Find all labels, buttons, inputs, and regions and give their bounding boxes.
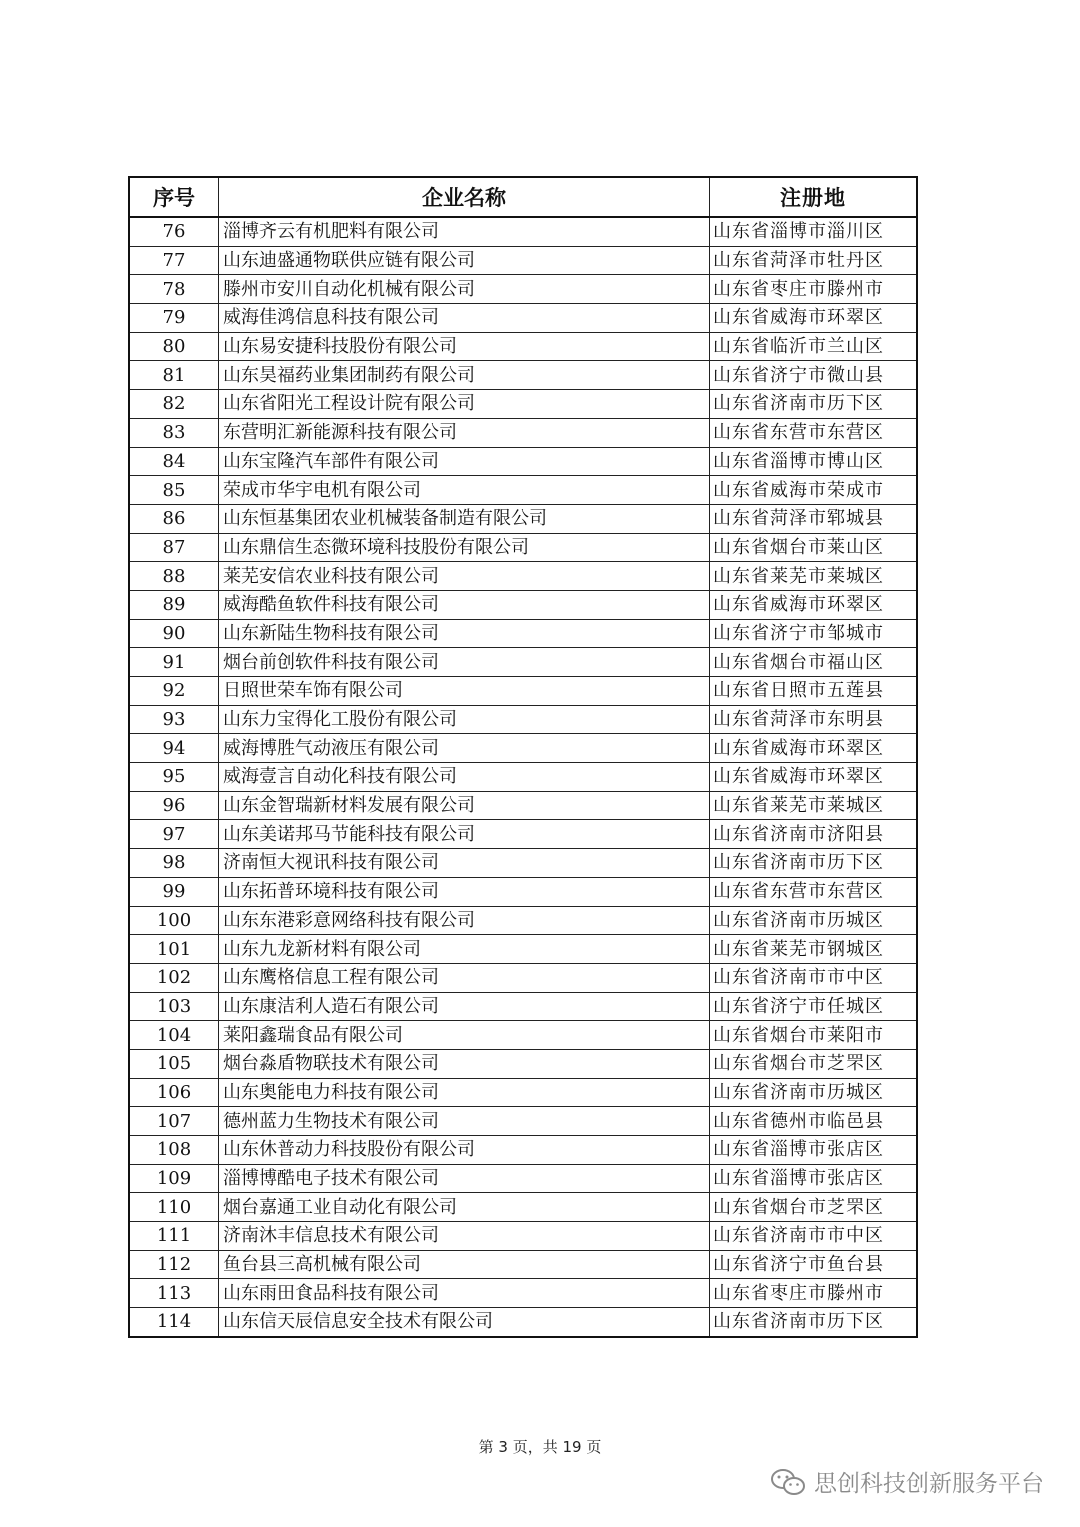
- row-index: 97: [129, 820, 219, 849]
- table-row: [129, 418, 917, 447]
- table-row: [129, 1250, 917, 1279]
- row-name: 山东美诺邦马节能科技有限公司: [219, 820, 710, 849]
- row-index: 82: [129, 390, 219, 419]
- row-index: 114: [129, 1308, 219, 1337]
- row-location: 山东省济宁市微山县: [710, 361, 918, 390]
- row-name: 威海壹言自动化科技有限公司: [219, 763, 710, 792]
- table-row: [129, 304, 917, 333]
- row-location: 山东省淄博市博山区: [710, 447, 918, 476]
- row-name: 山东信天辰信息安全技术有限公司: [219, 1308, 710, 1337]
- row-name: 山东省阳光工程设计院有限公司: [219, 390, 710, 419]
- row-location: 山东省临沂市兰山区: [710, 332, 918, 361]
- row-location: 山东省枣庄市滕州市: [710, 1279, 918, 1308]
- row-location: 山东省济南市历下区: [710, 1308, 918, 1337]
- row-location: 山东省济南市历下区: [710, 849, 918, 878]
- row-name: 山东宝隆汽车部件有限公司: [219, 447, 710, 476]
- row-name: 莱芜安信农业科技有限公司: [219, 562, 710, 591]
- row-location: 山东省淄博市张店区: [710, 1164, 918, 1193]
- table-row: [129, 1164, 917, 1193]
- row-name: 莱阳鑫瑞食品有限公司: [219, 1021, 710, 1050]
- row-location: 山东省淄博市淄川区: [710, 217, 918, 246]
- row-index: 101: [129, 935, 219, 964]
- row-location: 山东省莱芜市莱城区: [710, 791, 918, 820]
- row-location: 山东省烟台市福山区: [710, 648, 918, 677]
- row-index: 78: [129, 275, 219, 304]
- row-name: 山东鼎信生态微环境科技股份有限公司: [219, 533, 710, 562]
- watermark-text: 思创科技创新服务平台: [814, 1471, 1044, 1497]
- table-row: [129, 877, 917, 906]
- row-name: 德州蓝力生物技术有限公司: [219, 1107, 710, 1136]
- row-name: 烟台前创软件科技有限公司: [219, 648, 710, 677]
- row-index: 104: [129, 1021, 219, 1050]
- table-row: [129, 1078, 917, 1107]
- row-name: 山东鹰格信息工程有限公司: [219, 963, 710, 992]
- table-row: [129, 1049, 917, 1078]
- table-row: [129, 1279, 917, 1308]
- row-index: 80: [129, 332, 219, 361]
- row-index: 94: [129, 734, 219, 763]
- row-name: 山东雨田食品科技有限公司: [219, 1279, 710, 1308]
- row-name: 山东易安捷科技股份有限公司: [219, 332, 710, 361]
- row-location: 山东省枣庄市滕州市: [710, 275, 918, 304]
- row-name: 济南恒大视讯科技有限公司: [219, 849, 710, 878]
- row-name: 济南沐丰信息技术有限公司: [219, 1222, 710, 1251]
- enterprise-table: [128, 176, 918, 1338]
- row-index: 87: [129, 533, 219, 562]
- table-row: [129, 447, 917, 476]
- row-location: 山东省菏泽市东明县: [710, 705, 918, 734]
- table-row: [129, 935, 917, 964]
- wechat-icon: [770, 1468, 806, 1496]
- row-name: 鱼台县三高机械有限公司: [219, 1250, 710, 1279]
- table-row: [129, 533, 917, 562]
- row-index: 81: [129, 361, 219, 390]
- table-row: [129, 332, 917, 361]
- row-name: 山东新陆生物科技有限公司: [219, 619, 710, 648]
- row-index: 91: [129, 648, 219, 677]
- row-index: 85: [129, 476, 219, 505]
- row-name: 山东力宝得化工股份有限公司: [219, 705, 710, 734]
- row-index: 106: [129, 1078, 219, 1107]
- table-row: [129, 820, 917, 849]
- table-row: [129, 677, 917, 706]
- row-index: 96: [129, 791, 219, 820]
- row-location: 山东省德州市临邑县: [710, 1107, 918, 1136]
- row-index: 76: [129, 217, 219, 246]
- table-row: [129, 361, 917, 390]
- row-index: 93: [129, 705, 219, 734]
- row-location: 山东省淄博市张店区: [710, 1136, 918, 1165]
- table-row: [129, 648, 917, 677]
- row-name: 山东康洁利人造石有限公司: [219, 992, 710, 1021]
- row-index: 102: [129, 963, 219, 992]
- row-location: 山东省东营市东营区: [710, 418, 918, 447]
- row-location: 山东省日照市五莲县: [710, 677, 918, 706]
- row-name: 山东恒基集团农业机械装备制造有限公司: [219, 504, 710, 533]
- row-index: 98: [129, 849, 219, 878]
- row-name: 山东拓普环境科技有限公司: [219, 877, 710, 906]
- row-name: 日照世荣车饰有限公司: [219, 677, 710, 706]
- row-location: 山东省济南市历下区: [710, 390, 918, 419]
- header-name: 企业名称: [219, 177, 710, 217]
- row-index: 108: [129, 1136, 219, 1165]
- row-name: 荣成市华宇电机有限公司: [219, 476, 710, 505]
- row-index: 100: [129, 906, 219, 935]
- row-name: 山东金智瑞新材料发展有限公司: [219, 791, 710, 820]
- row-location: 山东省威海市环翠区: [710, 763, 918, 792]
- table-row: [129, 217, 917, 246]
- table-body: [129, 217, 917, 1337]
- row-location: 山东省威海市荣成市: [710, 476, 918, 505]
- row-location: 山东省济宁市鱼台县: [710, 1250, 918, 1279]
- row-location: 山东省菏泽市郓城县: [710, 504, 918, 533]
- row-location: 山东省济南市市中区: [710, 963, 918, 992]
- table-row: [129, 504, 917, 533]
- row-name: 山东九龙新材料有限公司: [219, 935, 710, 964]
- row-location: 山东省济宁市任城区: [710, 992, 918, 1021]
- row-location: 山东省威海市环翠区: [710, 734, 918, 763]
- row-name: 威海佳鸿信息科技有限公司: [219, 304, 710, 333]
- table-row: [129, 906, 917, 935]
- row-index: 107: [129, 1107, 219, 1136]
- page-number: 第 3 页，共 19 页: [478, 1438, 602, 1456]
- table-row: [129, 590, 917, 619]
- row-index: 92: [129, 677, 219, 706]
- table-row: [129, 1107, 917, 1136]
- row-location: 山东省烟台市莱山区: [710, 533, 918, 562]
- row-index: 110: [129, 1193, 219, 1222]
- row-name: 山东迪盛通物联供应链有限公司: [219, 246, 710, 275]
- table-row: [129, 791, 917, 820]
- table-row: [129, 246, 917, 275]
- row-location: 山东省烟台市芝罘区: [710, 1193, 918, 1222]
- row-name: 淄博博酷电子技术有限公司: [219, 1164, 710, 1193]
- table-header-row: [129, 177, 917, 217]
- table-row: [129, 1021, 917, 1050]
- row-index: 79: [129, 304, 219, 333]
- row-index: 84: [129, 447, 219, 476]
- row-name: 滕州市安川自动化机械有限公司: [219, 275, 710, 304]
- table-row: [129, 849, 917, 878]
- row-index: 99: [129, 877, 219, 906]
- row-location: 山东省菏泽市牡丹区: [710, 246, 918, 275]
- row-index: 111: [129, 1222, 219, 1251]
- table-row: [129, 992, 917, 1021]
- row-index: 112: [129, 1250, 219, 1279]
- table-row: [129, 705, 917, 734]
- row-location: 山东省莱芜市莱城区: [710, 562, 918, 591]
- row-name: 山东休普动力科技股份有限公司: [219, 1136, 710, 1165]
- row-index: 83: [129, 418, 219, 447]
- row-name: 威海酷鱼软件科技有限公司: [219, 590, 710, 619]
- row-name: 山东奥能电力科技有限公司: [219, 1078, 710, 1107]
- table-row: [129, 619, 917, 648]
- row-name: 威海博胜气动液压有限公司: [219, 734, 710, 763]
- row-location: 山东省烟台市莱阳市: [710, 1021, 918, 1050]
- table-row: [129, 763, 917, 792]
- table-row: [129, 1193, 917, 1222]
- table-row: [129, 963, 917, 992]
- table-row: [129, 275, 917, 304]
- table-row: [129, 1308, 917, 1337]
- row-index: 113: [129, 1279, 219, 1308]
- row-index: 90: [129, 619, 219, 648]
- table-row: [129, 1222, 917, 1251]
- row-location: 山东省烟台市芝罘区: [710, 1049, 918, 1078]
- table-row: [129, 476, 917, 505]
- row-location: 山东省济南市历城区: [710, 906, 918, 935]
- row-name: 烟台淼盾物联技术有限公司: [219, 1049, 710, 1078]
- row-index: 77: [129, 246, 219, 275]
- row-location: 山东省济南市历城区: [710, 1078, 918, 1107]
- row-location: 山东省威海市环翠区: [710, 304, 918, 333]
- row-index: 88: [129, 562, 219, 591]
- row-index: 86: [129, 504, 219, 533]
- row-index: 95: [129, 763, 219, 792]
- table-row: [129, 1136, 917, 1165]
- row-index: 103: [129, 992, 219, 1021]
- row-location: 山东省东营市东营区: [710, 877, 918, 906]
- row-location: 山东省莱芜市钢城区: [710, 935, 918, 964]
- watermark: [770, 1465, 1044, 1498]
- row-name: 东营明汇新能源科技有限公司: [219, 418, 710, 447]
- row-location: 山东省威海市环翠区: [710, 590, 918, 619]
- row-name: 烟台嘉通工业自动化有限公司: [219, 1193, 710, 1222]
- row-index: 109: [129, 1164, 219, 1193]
- row-location: 山东省济南市市中区: [710, 1222, 918, 1251]
- row-name: 山东昊福药业集团制药有限公司: [219, 361, 710, 390]
- table-row: [129, 390, 917, 419]
- row-name: 山东东港彩意网络科技有限公司: [219, 906, 710, 935]
- row-location: 山东省济宁市邹城市: [710, 619, 918, 648]
- header-index: 序号: [129, 177, 219, 217]
- header-location: 注册地: [710, 177, 918, 217]
- row-name: 淄博齐云有机肥料有限公司: [219, 217, 710, 246]
- table-row: [129, 562, 917, 591]
- row-index: 105: [129, 1049, 219, 1078]
- row-location: 山东省济南市济阳县: [710, 820, 918, 849]
- row-index: 89: [129, 590, 219, 619]
- table-row: [129, 734, 917, 763]
